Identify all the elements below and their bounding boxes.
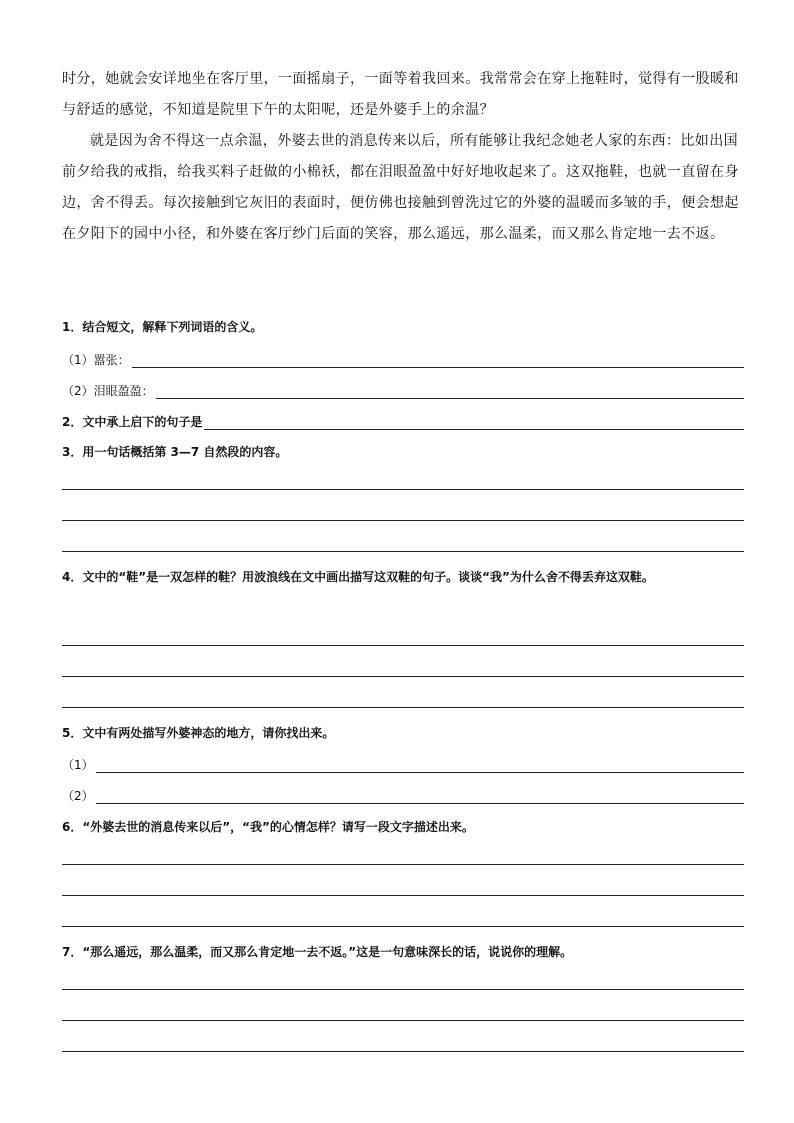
question-5-item-1-answer-line[interactable] [96, 758, 744, 773]
question-1-item-2-answer-line[interactable] [156, 384, 744, 399]
question-5-prompt: 5．文中有两处描写外婆神态的地方，请你找出来。 [62, 726, 335, 740]
question-1-prompt: 1．结合短文，解释下列词语的含义。 [62, 320, 263, 334]
question-4-answer-line-1[interactable] [62, 645, 744, 646]
question-3-prompt: 3．用一句话概括第 3—7 自然段的内容。 [62, 445, 288, 459]
reading-passage [62, 64, 746, 250]
question-7-answer-line-2[interactable] [62, 1020, 744, 1021]
question-1-item-1-label: （1）嚣张： [62, 353, 130, 367]
question-5-item-2 [62, 786, 744, 804]
passage-paragraph-2: 就是因为舍不得这一点余温，外婆去世的消息传来以后，所有能够让我纪念她老人家的东西：比如出国前夕给我的戒指，给我买料子赶做的小棉袄，都在泪眼盈盈中好好地收起来了。这双拖鞋，也就一直留在身边，舍不得丢。每次接触到它灰旧的表面时，便仿佛也接触到曾洗过它的外婆的温暖而多皱的手，便会想起在夕阳下的园中小径，和外婆在客厅纱门后面的笑容，那么遥远，那么温柔，而又那么肯定地一去不返。 [62, 133, 739, 242]
question-4-answer-line-2[interactable] [62, 676, 744, 677]
question-6-answer-line-1[interactable] [62, 864, 744, 865]
question-1-item-2-label: （2）泪眼盈盈： [62, 384, 154, 398]
question-4-answer-line-3[interactable] [62, 707, 744, 708]
question-2-prompt: 2．文中承上启下的句子是 [62, 415, 203, 429]
question-2 [62, 412, 744, 430]
question-1-item-2 [62, 381, 744, 399]
question-3-answer-line-3[interactable] [62, 551, 744, 552]
question-1-item-1 [62, 350, 744, 368]
question-5-item-2-answer-line[interactable] [96, 789, 744, 804]
question-5-item-2-label: （2） [62, 789, 94, 803]
question-5-item-1-label: （1） [62, 758, 94, 772]
question-4-prompt: 4．文中的“鞋”是一双怎样的鞋？用波浪线在文中画出描写这双鞋的句子。谈谈“我”为什么舍不得丢弃这双鞋。 [62, 570, 654, 584]
question-6-answer-line-3[interactable] [62, 926, 744, 927]
question-6-prompt: 6．“外婆去世的消息传来以后”，“我”的心情怎样？请写一段文字描述出来。 [62, 820, 474, 834]
question-1-item-1-answer-line[interactable] [132, 353, 744, 368]
question-3-answer-line-1[interactable] [62, 489, 744, 490]
question-7-answer-line-3[interactable] [62, 1051, 744, 1052]
question-6-answer-line-2[interactable] [62, 895, 744, 896]
question-7-prompt: 7．“那么遥远，那么温柔，而又那么肯定地一去不返。”这是一句意味深长的话，说说你的理解。 [62, 945, 573, 959]
question-7-answer-line-1[interactable] [62, 989, 744, 990]
question-5-item-1 [62, 755, 744, 773]
question-3-answer-line-2[interactable] [62, 520, 744, 521]
passage-paragraph-1: 时分，她就会安详地坐在客厅里，一面摇扇子，一面等着我回来。我常常会在穿上拖鞋时，觉得有一股暖和与舒适的感觉，不知道是院里下午的太阳呢，还是外婆手上的余温？ [62, 71, 739, 118]
question-2-answer-line[interactable] [204, 415, 744, 430]
